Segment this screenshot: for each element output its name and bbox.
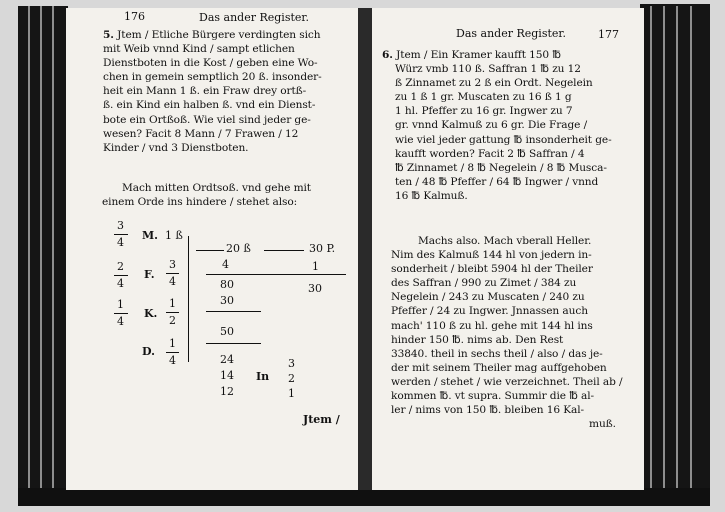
text-line: wesen? Facit 8 Mann / 7 Frawen / 12 — [103, 127, 299, 140]
text-line: gr. vnnd Kalmuß zu 6 gr. Die Frage / — [395, 119, 588, 132]
label-kind: K. — [144, 307, 158, 320]
fraction-bar — [166, 273, 179, 274]
table-value: 1 — [312, 260, 319, 273]
table-value: 80 — [220, 278, 234, 291]
fraction-bar — [166, 312, 179, 313]
right-page — [372, 8, 644, 490]
running-head: Das ander Register. — [456, 27, 566, 40]
catchword: Jtem / — [303, 413, 340, 426]
text-line: Dienstboten in die Kost / geben eine Wo- — [103, 57, 318, 70]
fraction-bar — [114, 313, 128, 314]
text-line: ler / nims von 150 ℔. bleiben 16 Kal- — [391, 404, 585, 417]
bracket-line — [188, 236, 189, 362]
running-head: Das ander Register. — [199, 11, 309, 24]
label-mann-value: 1 ß — [165, 229, 183, 242]
result-value: 2 — [288, 372, 295, 385]
text-line: Kinder / vnd 3 Dienstboten. — [103, 141, 249, 154]
text-line: 1 hl. Pfeffer zu 16 gr. Ingwer zu 7 — [395, 105, 573, 118]
in-label: In — [256, 370, 270, 383]
problem-6-text — [382, 48, 612, 203]
text-line: zu 1 ß 1 gr. Muscaten zu 16 ß 1 g — [395, 91, 572, 104]
fraction-bar — [166, 352, 179, 353]
table-value: 20 ß — [226, 242, 251, 255]
rule-line — [206, 311, 261, 312]
text-line: Pfeffer / 24 zu Ingwer. Jnnassen auch — [391, 305, 588, 318]
problem-number: 6. — [382, 49, 393, 61]
fraction-numerator: 2 — [117, 260, 124, 273]
result-value: 14 — [220, 369, 234, 382]
solution-text — [391, 234, 623, 431]
text-line: Machs also. Mach vberall Heller. — [418, 235, 592, 247]
fraction-numerator: 3 — [117, 219, 124, 232]
text-line: ß. ein Kind ein halben ß. vnd ein Dienst- — [103, 99, 316, 112]
text-line: muß. — [589, 418, 616, 431]
fraction-numerator: 3 — [169, 258, 176, 271]
bottom-shadow — [18, 488, 710, 506]
text-line: einem Orde ins hindere / stehet also: — [102, 196, 298, 209]
text-line: bote ein Ortßoß. Wie viel sind jeder ge- — [103, 113, 311, 126]
fraction-denominator: 2 — [169, 314, 176, 327]
text-line: des Saffran / 990 zu Zimet / 384 zu — [391, 277, 577, 290]
table-value: 30 — [308, 282, 322, 295]
fraction-denominator: 4 — [117, 315, 124, 328]
text-line: mit Weib vnnd Kind / sampt etlichen — [103, 43, 295, 56]
result-value: 3 — [288, 357, 295, 370]
text-line: Nim des Kalmuß 144 hl von jedern in- — [391, 249, 592, 262]
text-line: Würz vmb 110 ß. Saffran 1 ℔ zu 12 — [395, 63, 581, 76]
text-line: ten / 48 ℔ Pfeffer / 64 ℔ Ingwer / vnnd — [395, 175, 599, 188]
text-line: 33840. theil in sechs theil / also / das je- — [391, 347, 603, 360]
fraction-denominator: 4 — [169, 275, 176, 288]
text-line: 5. Jtem / Etliche Bürgere verdingten sich — [103, 29, 321, 41]
fraction-numerator: 1 — [117, 298, 124, 311]
fraction-denominator: 4 — [117, 236, 124, 249]
fraction-numerator: 1 — [169, 337, 176, 350]
text-line: werden / stehet / wie verzeichnet. Theil ab / — [391, 375, 623, 388]
text-line: der mit seinem Theiler mag auffgehoben — [391, 361, 607, 374]
left-page — [66, 8, 358, 490]
text-line: mach' 110 ß zu hl. gehe mit 144 hl ins — [391, 319, 593, 332]
label-fraw: F. — [144, 268, 155, 281]
label-dienstbote: D. — [142, 345, 155, 358]
fraction-numerator: 1 — [169, 297, 176, 310]
rule-line — [206, 274, 346, 275]
result-value: 24 — [220, 353, 234, 366]
fraction-bar — [114, 275, 128, 276]
text-line: ß Zinnamet zu 2 ß ein Ordt. Negelein — [395, 77, 593, 90]
table-value: 50 — [220, 325, 234, 338]
text-line: wie viel jeder gattung ℔ insonderheit ge- — [395, 133, 612, 146]
rule-line — [264, 250, 304, 251]
problem-5-text — [103, 28, 322, 155]
label-mann: M. — [142, 229, 159, 242]
text-line: kaufft worden? Facit 2 ℔ Saffran / 4 — [395, 147, 585, 160]
text-line: hinder 150 ℔. nims ab. Den Rest — [391, 333, 564, 346]
page-number: 176 — [124, 10, 145, 23]
text-line: heit ein Mann 1 ß. ein Fraw drey ortß- — [103, 85, 307, 98]
text-line: 16 ℔ Kalmuß. — [395, 189, 468, 202]
page-number: 177 — [598, 28, 619, 41]
problem-number: 5. — [103, 29, 114, 41]
fraction-denominator: 4 — [169, 354, 176, 367]
table-value: 30 — [220, 294, 234, 307]
result-value: 1 — [288, 387, 295, 400]
text-line: Negelein / 243 zu Muscaten / 240 zu — [391, 291, 585, 304]
text-line: kommen ℔. vt supra. Summir die ℔ al- — [391, 390, 595, 403]
fraction-bar — [114, 234, 128, 235]
left-page-edge-shadow — [18, 6, 68, 506]
text-line: ℔ Zinnamet / 8 ℔ Negelein / 8 ℔ Musca- — [395, 161, 607, 174]
text-line: chen in gemein semptlich 20 ß. insonder- — [103, 71, 322, 84]
rule-line — [196, 250, 224, 251]
table-value: 4 — [222, 258, 229, 271]
instruction-text — [102, 181, 311, 209]
text-line: sonderheit / bleibt 5904 hl der Theiler — [391, 263, 593, 276]
table-value: 30 P. — [309, 242, 336, 255]
fraction-denominator: 4 — [117, 277, 124, 290]
text-line: Mach mitten Ordtsoß. vnd gehe mit — [122, 182, 311, 194]
result-value: 12 — [220, 385, 234, 398]
text-line: 6. Jtem / Ein Kramer kaufft 150 ℔ — [382, 49, 561, 61]
rule-line — [206, 343, 261, 344]
